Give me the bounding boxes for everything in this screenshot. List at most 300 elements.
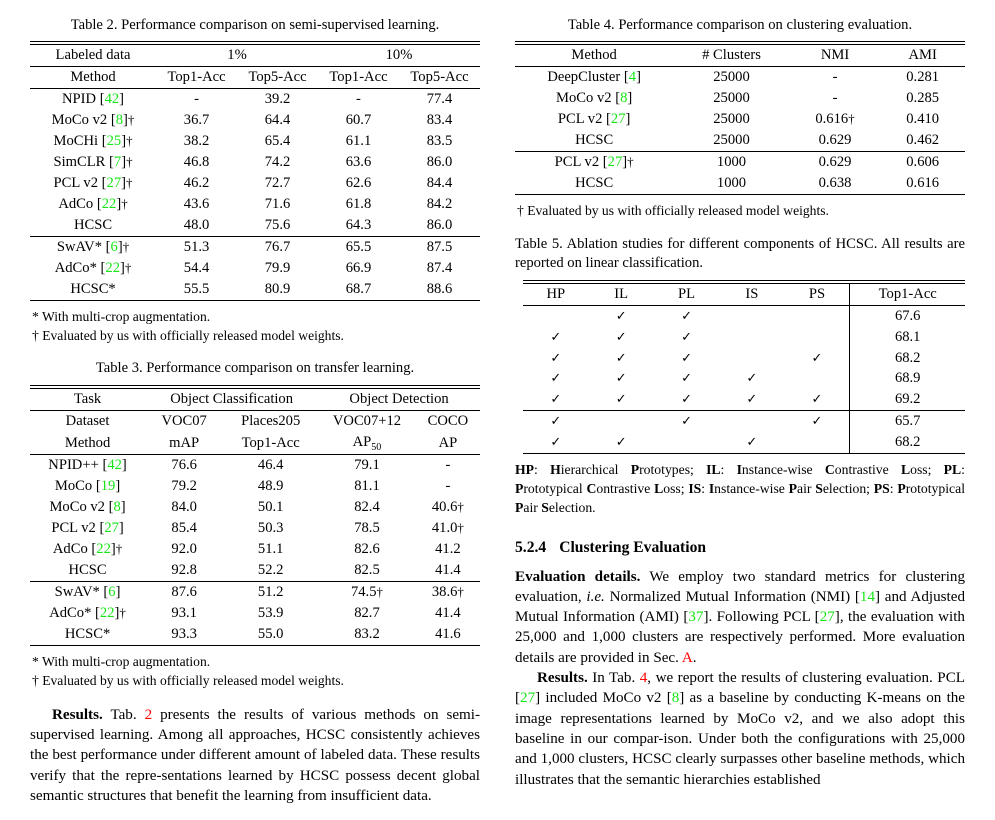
table-row [30,152,480,173]
value-cell: 25000 [673,130,789,151]
check-icon: ✓ [811,349,823,365]
legend-abbrev: IL [706,462,721,478]
table-row [30,518,480,539]
value-cell: 0.638 [790,173,881,194]
citation-8[interactable]: 8 [620,90,628,107]
citation-22[interactable]: 22 [101,196,117,213]
dagger-marker: † [627,154,634,170]
value-cell: 55.5 [156,279,237,300]
table-4-body [515,67,965,152]
value-cell: - [832,90,838,107]
table-5-legend: HP: Hierarchical Prototypes; IL: Instance-wise Contrastive Loss; PL: Prototypical Contrastive Loss; IS: Instance-wise Pair Selection; PS: Prototypical Pair Selection. [515,462,965,516]
citation-27[interactable]: 27 [607,154,623,171]
check-icon: ✓ [811,391,823,407]
check-icon: ✓ [811,413,823,429]
value-cell: 0.616 [880,173,965,194]
table-4-body-1000 [515,152,965,195]
table-row [30,110,480,131]
top1-acc-cell: 67.6 [850,305,965,326]
table-row [515,109,965,130]
table-2-h2-c4: Top5-Acc [399,67,480,89]
table-row [30,258,480,279]
value-cell: 0.629 [790,130,881,151]
citation-22[interactable]: 22 [105,259,120,276]
legend-abbrev: P [897,481,906,497]
checkmark-cell [589,368,654,389]
value-cell: 40.6† [431,499,464,516]
value-cell: - [194,91,199,108]
table-2-h1-group2: 10% [385,47,413,64]
checkmark-cell [654,305,719,326]
citation-25[interactable]: 25 [106,133,122,150]
value-cell: 61.1 [345,133,372,150]
value-cell: 79.9 [264,259,291,276]
method-name: MoCo [19] [54,478,121,495]
value-cell: 66.9 [345,259,372,276]
table-4-h-method: Method [515,45,673,67]
value-cell: 25000 [713,111,750,128]
method-name: MoCHi [25]† [53,133,133,150]
section-title: Clustering Evaluation [559,539,707,557]
legend-abbrev: P [630,462,640,478]
method-name: PCL v2 [27] [557,111,631,128]
results-paragraph-left: Results. Tab. 2 presents the results of various methods on semi-supervised learning. Among all approaches, HCSC consistently achieves the best performance under different amount of labeled data. These results verify that the repre-sentations learned by HCSC possess decent global semantic structures that benefit the learning from insufficient data. [30,706,480,804]
citation-27[interactable]: 27 [104,520,119,537]
value-cell: 64.4 [264,112,291,129]
check-icon: ✓ [746,370,758,386]
table-ref-4[interactable]: 4 [639,670,648,687]
table-4-header-row [515,45,965,67]
method-name: AdCo* [22]† [54,259,132,276]
empty-cell [785,368,850,389]
method-name: HCSC* [30,279,156,300]
value-cell: 41.2 [435,541,461,558]
results-paragraph-right: Results. In Tab. 4, we report the results of clustering evaluation. PCL [27] included MoCo v2 [8] as a baseline by conducting K-means on the image representations learned by MoCo v2, and we also adopt this baseline in our compar-ison. Under both the configurations with 25,000 and 1,000 clusters, HCSC clearly surpasses other baseline methods, which illustrates that the semantic hierarchies established [515,670,965,788]
top1-acc-cell: 68.2 [850,348,965,369]
method-name: AdCo [22]† [52,541,123,558]
value-cell: 92.8 [145,560,223,581]
method-name: HCSC [30,215,156,236]
legend-abbrev: HP [515,462,535,478]
value-cell: 51.3 [183,238,210,255]
citation-8[interactable]: 8 [115,112,124,129]
table-2 [30,41,480,301]
table-4-notes [515,202,965,221]
value-cell: 83.2 [318,624,416,645]
table-3-h3-c2: Top1-Acc [223,432,318,455]
checkmark-cell [785,411,850,432]
left-column [30,16,480,820]
value-cell: 75.6 [237,215,318,236]
citation-8-results[interactable]: 8 [671,690,680,707]
value-cell: 38.2 [183,133,210,150]
section-number: 5.2.4 [515,539,547,557]
method-name: PCL v2 [27] [51,520,124,537]
table-row [30,236,480,257]
value-cell: 76.6 [171,457,197,474]
value-cell: 0.606 [906,154,940,171]
value-cell: 82.5 [318,560,416,581]
table-row [523,389,965,410]
table-row [515,173,965,194]
value-cell: 41.0† [431,520,464,537]
table-row [30,131,480,152]
citation-22[interactable]: 22 [96,541,111,558]
table-3-h2-c4: COCO [416,410,480,431]
value-cell: 50.1 [257,499,284,516]
value-cell: 81.1 [354,478,380,495]
citation-42[interactable]: 42 [107,457,122,474]
table-2-h1-label: Labeled data [55,47,131,64]
empty-cell [719,305,784,326]
table-4 [515,41,965,195]
value-cell: 54.4 [183,259,210,276]
table-2-h2-label: Method [30,67,156,89]
value-cell: 1000 [673,173,789,194]
method-name: MoCo v2 [8]† [51,112,135,129]
table-2-h2-c1: Top1-Acc [156,67,237,89]
checkmark-cell [654,411,719,432]
value-cell: 48.9 [257,478,284,495]
method-name: HCSC [515,173,673,194]
citation-27[interactable]: 27 [819,609,835,626]
value-cell: 85.4 [171,520,197,537]
legend-abbrev: C [586,481,597,497]
checkmark-cell [589,348,654,369]
top1-acc-cell: 68.1 [850,327,965,348]
table-2-note-2: † Evaluated by us with officially released model weights. [32,327,344,343]
check-icon: ✓ [681,307,692,323]
ie-italic: i.e. [586,588,605,605]
table-3-h1-group1: Object Classification [170,390,294,407]
value-cell: 87.5 [426,238,453,255]
value-cell: 74.5† [350,584,383,601]
check-icon: ✓ [681,370,692,386]
table-3-block [30,359,480,690]
table-5 [523,280,965,455]
value-cell: 68.7 [318,279,399,300]
method-name: DeepCluster [4] [547,69,641,86]
results-runin-left: Results. [52,706,103,723]
method-name: HCSC* [30,624,145,645]
checkmark-cell [523,348,589,369]
citation-6[interactable]: 6 [108,584,116,601]
table-row [30,539,480,560]
table-row [30,455,480,476]
check-icon: ✓ [681,349,692,365]
table-row [523,411,965,432]
value-cell: 0.462 [880,130,965,151]
value-cell: 93.3 [145,624,223,645]
method-name: PCL v2 [27]† [554,154,634,171]
table-5-h-il: IL [589,283,654,305]
table-row [30,279,480,300]
table-4-block [515,16,965,221]
value-cell: 80.9 [237,279,318,300]
results-paragraph-right-wrapper [515,668,965,790]
table-row [30,497,480,518]
table-row [515,88,965,109]
table-2-body-multicrop [30,236,480,300]
table-row [523,348,965,369]
method-name: SwAV* [6]† [56,238,130,255]
dagger-marker: † [457,520,464,536]
value-cell: 41.4 [435,605,461,622]
value-cell: 88.6 [399,279,480,300]
table-row [523,305,965,326]
table-3-note-1: * With multi-crop augmentation. [32,654,211,670]
value-cell: 82.7 [354,605,380,622]
dagger-marker: † [126,154,133,170]
value-cell: 82.4 [354,499,380,516]
dagger-marker: † [126,133,133,149]
value-cell: 83.4 [426,112,453,129]
value-cell: 46.2 [183,175,210,192]
value-cell: 64.3 [318,215,399,236]
value-cell: 61.8 [345,196,372,213]
value-cell: 87.6 [171,584,197,601]
table-row [30,560,480,581]
value-cell: 50.3 [257,520,284,537]
empty-cell [785,305,850,326]
checkmark-cell [654,368,719,389]
table-3-h3-c1: mAP [145,432,223,455]
empty-cell [785,327,850,348]
citation-42[interactable]: 42 [104,91,120,108]
dagger-marker: † [457,584,464,600]
top1-acc-cell: 65.7 [850,411,965,432]
table-3-h3-label: Method [30,432,145,455]
value-cell: 60.7 [345,112,372,129]
legend-abbrev: P [788,481,798,497]
citation-8[interactable]: 8 [113,499,121,516]
check-icon: ✓ [550,328,562,344]
table-row [30,624,480,645]
table-5-h-ps: PS [785,283,850,305]
check-icon: ✓ [550,434,562,450]
table-5-caption: Table 5. Ablation studies for different components of HCSC. All results are reported on linear classification. [515,235,965,272]
value-cell: 93.1 [171,605,197,622]
value-cell: 36.7 [183,112,210,129]
citation-19[interactable]: 19 [100,478,116,495]
value-cell: 41.6 [416,624,480,645]
value-cell: 53.9 [257,605,284,622]
value-cell: 84.2 [426,196,453,213]
citation-4[interactable]: 4 [628,69,637,86]
legend-abbrev: L [900,462,911,478]
table-3-body [30,455,480,582]
table-5-body-variants [523,411,965,454]
empty-cell [719,411,784,432]
citation-22[interactable]: 22 [99,605,115,622]
table-row [30,194,480,215]
citation-37[interactable]: 37 [688,609,704,626]
checkmark-cell [589,432,654,453]
method-name: HCSC [515,130,673,151]
value-cell: - [445,478,451,495]
table-3-h1-group2: Object Detection [349,390,449,407]
method-name: AdCo* [22]† [49,605,126,622]
check-icon: ✓ [550,413,562,429]
table-3-header-row-1 [30,388,480,410]
table-row [523,368,965,389]
check-icon: ✓ [615,434,627,450]
table-row [30,603,480,624]
dagger-marker: † [119,605,126,621]
citation-6[interactable]: 6 [110,238,118,255]
value-cell: 74.2 [264,154,291,171]
value-cell: 65.5 [345,238,372,255]
value-cell: 0.285 [906,90,940,107]
citation-27-results[interactable]: 27 [520,690,536,707]
legend-abbrev: IS [688,481,702,497]
legend-abbrev: P [515,481,524,497]
table-5-h-is: IS [719,283,784,305]
dagger-marker: † [848,111,855,127]
citation-27[interactable]: 27 [106,175,122,192]
table-3-note-2: † Evaluated by us with officially released model weights. [32,672,344,688]
value-cell: 79.2 [171,478,197,495]
table-row [30,582,480,603]
legend-abbrev: H [550,462,561,478]
table-5-h-pl: PL [654,283,719,305]
method-name: MoCo v2 [8] [49,499,126,516]
dagger-marker: † [376,584,383,600]
table-row [523,432,965,453]
table-3-h2-label: Dataset [30,410,145,431]
check-icon: ✓ [615,328,627,344]
empty-cell [523,305,589,326]
value-cell: 48.0 [156,215,237,236]
table-3-h3-c3: $AP_{50}$ [318,432,416,455]
table-row [30,476,480,497]
value-cell: 78.5 [354,520,380,537]
method-name: PCL v2 [27]† [53,175,133,192]
value-cell: - [356,91,361,108]
empty-cell [719,327,784,348]
method-name: HCSC [30,560,145,581]
value-cell: 25000 [713,90,750,107]
dagger-marker: † [457,499,464,515]
checkmark-cell [589,305,654,326]
legend-abbrev: L [654,481,664,497]
checkmark-cell [654,348,719,369]
table-2-header-row-1 [30,45,480,67]
checkmark-cell [785,348,850,369]
check-icon: ✓ [681,391,692,407]
dagger-marker: † [126,175,133,191]
table-2-block [30,16,480,345]
table-2-caption: Table 2. Performance comparison on semi-supervised learning. [70,17,440,33]
table-2-h2-c2: Top5-Acc [237,67,318,89]
table-2-h1-group1: 1% [227,47,247,64]
table-3-body-multicrop [30,582,480,646]
dagger-marker: † [122,238,130,254]
table-2-body [30,89,480,237]
check-icon: ✓ [615,391,627,407]
legend-abbrev: I [708,481,715,497]
check-icon: ✓ [550,370,562,386]
top1-acc-cell: 68.2 [850,432,965,453]
value-cell: - [445,457,451,474]
value-cell: 63.6 [345,154,372,171]
table-2-notes [30,308,480,346]
table-3-h1-label: Task [73,390,102,407]
value-cell: 0.410 [906,111,940,128]
value-cell: 0.616† [815,111,855,128]
table-5-h-acc: Top1-Acc [850,283,965,305]
table-3-h2-c3: VOC07+12 [318,410,416,431]
dagger-marker: † [124,259,132,275]
value-cell: 86.0 [399,215,480,236]
value-cell: 0.629 [818,154,852,171]
section-ref-a[interactable]: A [681,649,693,666]
empty-cell [719,348,784,369]
citation-27[interactable]: 27 [610,111,626,128]
table-row [30,89,480,110]
value-cell: 39.2 [264,91,291,108]
legend-abbrev: PL [943,462,962,478]
section-heading-clustering-evaluation [515,538,965,557]
check-icon: ✓ [746,391,758,407]
table-5-header-row [523,283,965,305]
table-4-note: † Evaluated by us with officially released model weights. [517,203,829,219]
legend-abbrev: S [815,481,823,497]
table-row [523,327,965,348]
value-cell: 0.281 [906,69,940,86]
value-cell: 43.6 [183,196,210,213]
dagger-marker: † [121,196,128,212]
table-row [515,152,965,173]
table-3-header-row-3 [30,432,480,455]
results-runin-right: Results. [537,670,588,687]
citation-7[interactable]: 7 [113,154,122,171]
legend-abbrev: PS [873,481,890,497]
checkmark-cell [523,327,589,348]
table-4-caption: Table 4. Performance comparison on clustering evaluation. [567,17,913,33]
checkmark-cell [523,432,589,453]
empty-cell [654,432,719,453]
method-name: NPID++ [42] [48,457,127,474]
table-ref-2[interactable]: 2 [144,706,153,723]
value-cell: - [832,69,838,86]
empty-cell [785,432,850,453]
table-3-h2-c1: VOC07 [145,410,223,431]
checkmark-cell [719,389,784,410]
table-5-h-hp: HP [523,283,589,305]
check-icon: ✓ [615,307,627,323]
table-3-h3-c4: AP [416,432,480,455]
value-cell: 84.0 [171,499,197,516]
evaluation-details-paragraph: Evaluation details. We employ two standard metrics for clustering evaluation, i.e. Normalized Mutual Information (NMI) [14] and Adjusted Mutual Information (AMI) [37]. Following PCL [27], the evaluation with 25,000 and 1,000 clusters are respectively performed. More evaluation details are provided in Sec. A. [515,568,965,666]
table-row [30,173,480,194]
value-cell: 25000 [713,69,750,86]
check-icon: ✓ [550,349,562,365]
checkmark-cell [523,389,589,410]
check-icon: ✓ [615,349,627,365]
value-cell: 41.4 [416,560,480,581]
dagger-marker: † [115,541,123,557]
table-5-block [515,235,965,518]
table-3-notes [30,653,480,691]
citation-14[interactable]: 14 [859,588,876,605]
table-2-h2-c3: Top1-Acc [318,67,399,89]
checkmark-cell [785,389,850,410]
value-cell: 71.6 [264,196,291,213]
checkmark-cell [589,327,654,348]
value-cell: 92.0 [171,541,197,558]
value-cell: 52.2 [223,560,318,581]
